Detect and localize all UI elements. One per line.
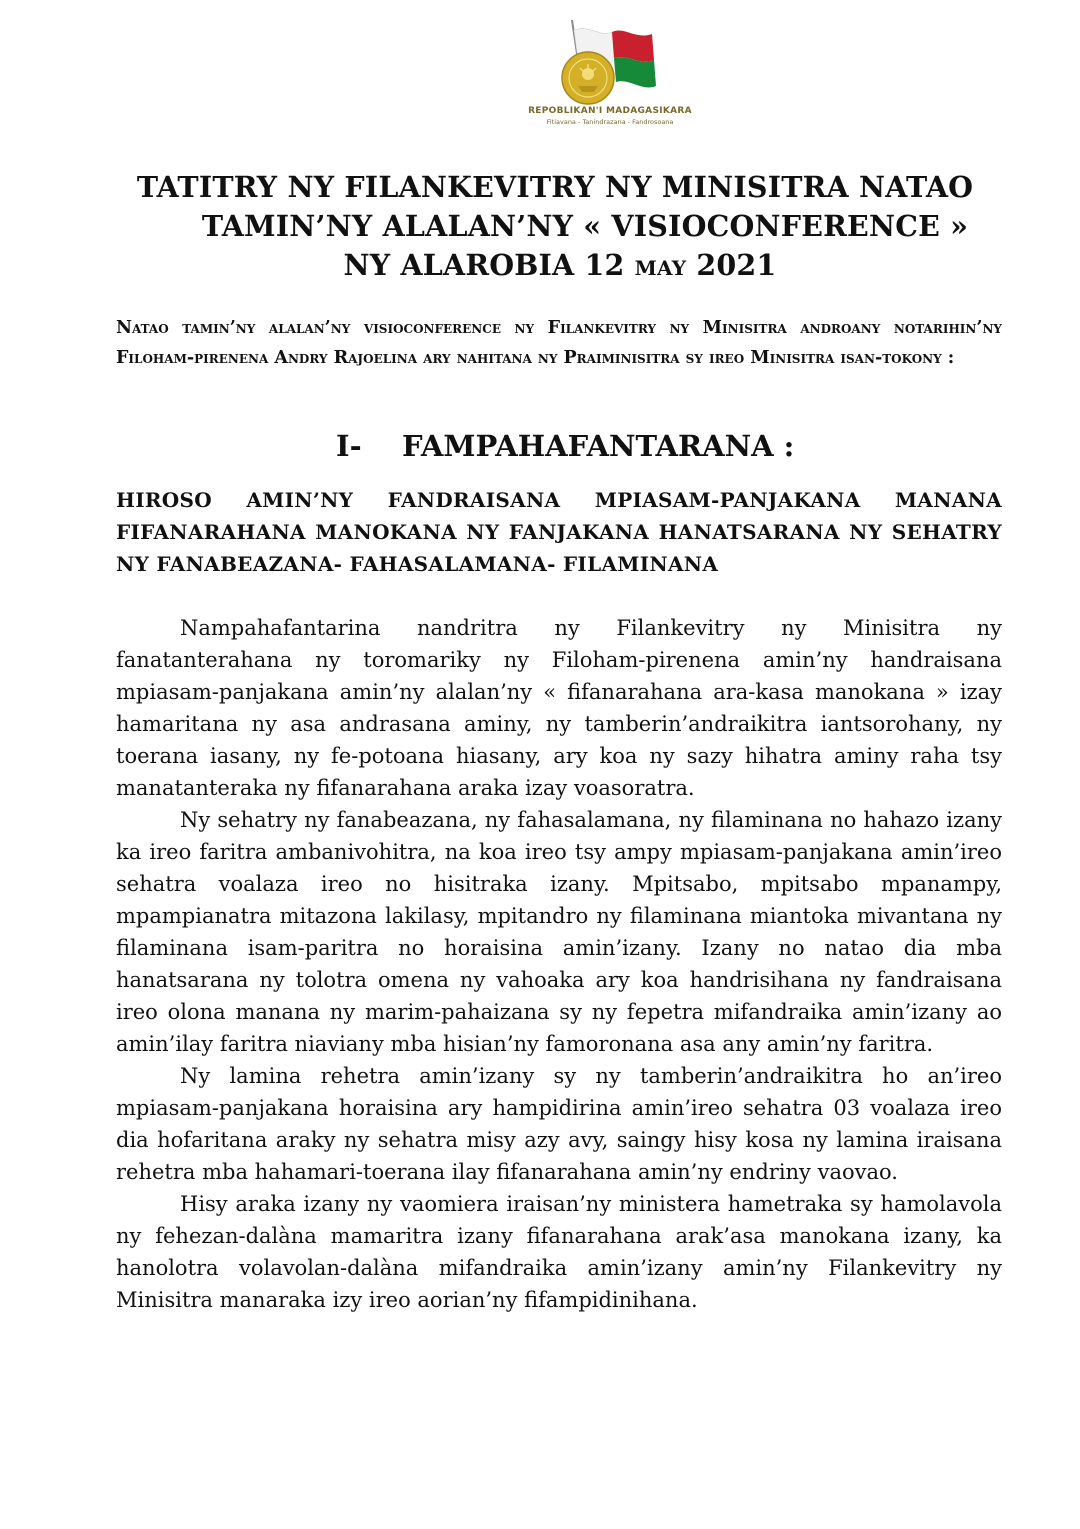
section-heading — [336, 426, 794, 466]
flag-seal-emblem — [500, 16, 720, 106]
title-year: 2021 — [686, 248, 777, 282]
document-title — [100, 168, 1010, 285]
paragraph: Ny sehatry ny fanabeazana, ny fahasalamana, ny filaminana no hahazo izany ka ireo faritra ambanivohitra, na koa ireo tsy ampy mpiasam-panjakana amin’ireo sehatra voalaza ireo no hisitraka izany. Mpitsabo, mpitsabo mpanampy, mpampianatra mitazona lakilasy, mpitandro ny filaminana miantoka mivantana ny filaminana isam-paritra no horaisina amin’izany. Izany no natao dia mba hanatsarana ny tolotra omena ny vahoaka ary koa handrisihana ny fandraisana ireo olona manana ny marim-pahaizana sy ny fepetra mifandraika amin’izany ao amin’ilay faritra niaviany mba hisian’ny famoronana asa any amin’ny faritra. — [116, 808, 1002, 1056]
title-month: may — [634, 248, 687, 282]
title-date-prefix: NY ALAROBIA 12 — [343, 248, 635, 282]
logo-country-name: REPOBLIKAN'I MADAGASIKARA — [528, 106, 692, 116]
republic-logo — [500, 16, 720, 134]
section-title: FAMPAHAFANTARANA : — [402, 429, 795, 463]
paragraph: Nampahafantarina nandritra ny Filankevitry ny Minisitra ny fanatanterahana ny toromariky ny Filoham-pirenena amin’ny handraisana mpiasam-panjakana amin’ny alalan’ny « fifanarahana ara-kasa manokana » izay hamaritana ny asa andrasana aminy, ny tamberin’andraikitra iantsorohany, ny toerana iasany, ny fe-potoana hiasany, ary koa ny sazy hihatra aminy raha tsy manatanteraka ny fifanarahana araka izay voasoratra. — [116, 616, 1002, 800]
body-text — [116, 612, 1002, 1316]
intro-paragraph: Natao tamin’ny alalan’ny visioconference ny Filankevitry ny Minisitra androany notarihin’ny Filoham-pirenena Andry Rajoelina ary nahitana ny Praiminisitra sy ireo Minisitra isan-tokony : — [116, 318, 1002, 368]
title-line-1: TATITRY NY FILANKEVITRY NY MINISITRA NATAO — [136, 170, 974, 204]
logo-motto: Fitiavana - Tanindrazana - Fandrosoana — [546, 118, 674, 126]
title-line-2: TAMIN’NY ALALAN’NY « VISIOCONFERENCE » — [201, 209, 969, 243]
paragraph: Ny lamina rehetra amin’izany sy ny tamberin’andraikitra ho an’ireo mpiasam-panjakana horaisina ary hampidirina amin’ireo sehatra 03 voalaza ireo dia hofaritana araky ny sehatra misy azy avy, saingy hisy kosa ny lamina iraisana rehetra mba hahamari-toerana ilay fifanarahana amin’ny endriny vaovao. — [116, 1064, 1002, 1184]
subheading: HIROSO AMIN’NY FANDRAISANA MPIASAM-PANJAKANA MANANA FIFANARAHANA MANOKANA NY FANJAKANA HANATSARANA NY SEHATRY NY FANABEAZANA- FAHASALAMANA- FILAMINANA — [116, 488, 1002, 576]
paragraph: Hisy araka izany ny vaomiera iraisan’ny ministera hametraka sy hamolavola ny fehezan-dalàna mamaritra izany fifanarahana arak’asa manokana izany, ka hanolotra volavolan-dalàna mifandraika amin’izany amin’ny Filankevitry ny Minisitra manaraka izy ireo aorian’ny fifampidinihana. — [116, 1192, 1002, 1312]
section-number: I- — [336, 429, 362, 463]
title-line-3 — [100, 246, 1010, 285]
